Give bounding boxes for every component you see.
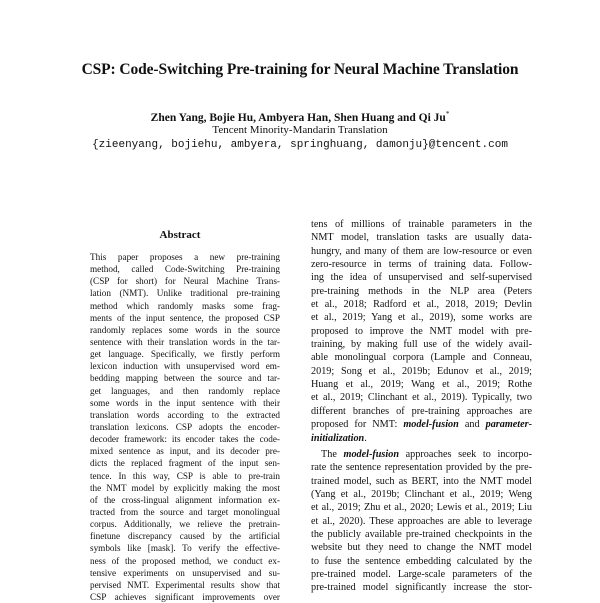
text-line-rest: approaches seek to incorpo-	[399, 448, 532, 460]
text-line: tracted from the source and target monolingual	[90, 506, 280, 517]
text-line: website but they need to change the NMT model	[311, 542, 532, 554]
term-model-fusion: model-fusion	[343, 448, 399, 460]
paragraph-model-fusion	[311, 461, 532, 594]
text-line: zero-resource in terms of training data. Follow-	[311, 259, 532, 271]
text-line: corpus. Additionally, we relieve the pretrain-	[90, 519, 280, 530]
text-line: the NMT model by explicitly making the most	[90, 482, 280, 493]
text-line: et al., 2018; Radford et al., 2018, 2019; Devlin	[311, 299, 532, 311]
author-footnote-mark: *	[445, 110, 450, 118]
term-parameter-initialization: parameter-	[485, 419, 532, 431]
text-line-start: The	[321, 448, 344, 460]
introduction-column	[311, 218, 532, 595]
text-line: sentence with their translation words in the tar-	[90, 336, 280, 347]
text-conjunction: and	[458, 419, 486, 431]
text-line: symbols like [mask]. To verify the effective-	[90, 543, 280, 554]
text-period: .	[364, 432, 367, 444]
text-line: 2019; Song et al., 2019b; Edunov et al., 2019;	[311, 365, 532, 377]
term-initialization: initialization	[311, 432, 365, 444]
text-line: Huang et al., 2019; Wang et al., 2019; Rothe	[311, 379, 532, 391]
text-line: some words in the input sentence with their	[90, 397, 280, 408]
text-line: training, by making full use of the widely avail-	[311, 339, 532, 351]
text-line: bedding mapping between the source and tar-	[90, 373, 280, 384]
text-line: CSP achieves significant improvements over	[90, 591, 280, 602]
text-line: pre-training methods in the NLP area (Peters	[311, 285, 532, 297]
text-line: to fuse the sentence embedding calculated by the	[311, 555, 532, 567]
text-line: tence. In this way, CSP is able to pre-train	[90, 470, 280, 481]
text-line: et al., 2019; Yang et al., 2019), some works are	[311, 312, 532, 324]
text-line	[311, 418, 532, 431]
text-line: proposed to improve the NMT model with pre-	[311, 325, 532, 337]
text-line-start: proposed for NMT:	[311, 419, 404, 431]
text-line: trained model, such as BERT, into the NMT model	[311, 475, 532, 487]
author-names: Zhen Yang, Bojie Hu, Ambyera Han, Shen Huang and Qi Ju	[150, 111, 446, 124]
text-line: get language. Specifically, we firstly perform	[90, 349, 280, 360]
text-line: the publicly available pre-trained checkpoints in the	[311, 528, 532, 540]
text-line	[311, 432, 532, 445]
text-line: able monolingual corpora (Lample and Conneau,	[311, 352, 532, 364]
affiliation: Tencent Minority-Mandarin Translation	[212, 124, 388, 136]
text-line: translation lexicons. CSP adopts the encoder-	[90, 421, 280, 432]
text-line: et al., 2019; Zhu et al., 2020; Lewis et al., 2019; Liu	[311, 502, 532, 514]
text-line: finetune discrepancy caused by the artificial	[90, 531, 280, 542]
text-line: NMT model, translation tasks are usually data-	[311, 232, 532, 244]
author-list	[0, 110, 600, 124]
text-line: dicts the replaced fragment of the input sen-	[90, 458, 280, 469]
text-line: ing the idea of unsupervised and self-supervised	[311, 272, 532, 284]
text-line: randomly replaces some words in the source	[90, 324, 280, 335]
text-line: tens of millions of trainable parameters in the	[311, 219, 532, 230]
abstract-heading: Abstract	[159, 229, 201, 241]
text-line	[311, 448, 532, 461]
text-line: ness of the proposed method, we conduct ex-	[90, 555, 280, 566]
text-line: hungry, and many of them are low-resource or even	[311, 245, 532, 257]
text-line: tensive experiments on unsupervised and su-	[90, 567, 280, 578]
paragraph-pretraining-background	[311, 218, 532, 418]
text-line: pervised NMT. Experimental results show that	[90, 579, 280, 590]
text-line: pre-trained model. Large-scale parameters of the	[311, 568, 532, 580]
text-line: of the cross-lingual alignment information ex-	[90, 494, 280, 505]
text-line: ments of the input sentence, the proposed CSP	[90, 312, 280, 323]
paper-title: CSP: Code-Switching Pre-training for Neural Machine Translation	[81, 61, 519, 78]
text-line: method, called Code-Switching Pre-training	[90, 264, 280, 275]
term-model-fusion: model-fusion	[403, 419, 459, 431]
text-line: rate the sentence representation provided by the pre-	[311, 462, 532, 474]
text-line: pre-trained model significantly increase the stor-	[311, 582, 532, 594]
text-line: translation words according to the extracted	[90, 409, 280, 420]
text-line: (CSP for short) for Neural Machine Trans-	[90, 276, 280, 287]
text-line: get languages, and then randomly replace	[90, 385, 280, 396]
text-line: different branches of pre-training approaches are	[311, 405, 532, 417]
text-line: lation (NMT). Unlike traditional pre-training	[90, 288, 280, 299]
text-line: This paper proposes a new pre-training	[90, 252, 280, 262]
text-line: decoder framework: its encoder takes the code-	[90, 434, 280, 445]
author-emails: {zieenyang, bojiehu, ambyera, springhuang, damonju}@tencent.com	[92, 139, 508, 151]
text-line: (Yang et al., 2019b; Clinchant et al., 2019; Weng	[311, 488, 532, 500]
text-line: et al., 2019; Clinchant et al., 2019). Typically, two	[311, 392, 532, 404]
abstract-body	[90, 251, 280, 603]
text-line: lexicon induction with unsupervised word em-	[90, 361, 280, 372]
text-line: et al., 2020). These approaches are able to leverage	[311, 515, 532, 527]
text-line: method which randomly masks some frag-	[90, 300, 280, 311]
text-line: mixed sentence as input, and its decoder pre-	[90, 446, 280, 457]
